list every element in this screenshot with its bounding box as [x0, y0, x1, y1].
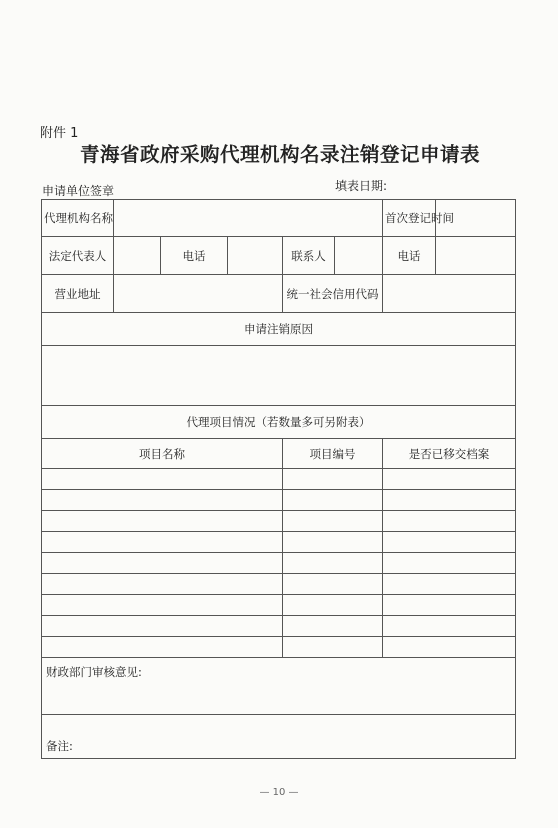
projects-title: 代理项目情况（若数量多可另附表）: [42, 406, 516, 439]
project-no-cell[interactable]: [283, 637, 383, 658]
project-no-cell[interactable]: [283, 511, 383, 532]
project-no-cell[interactable]: [283, 490, 383, 511]
table-row: [42, 511, 516, 532]
table-row: [42, 574, 516, 595]
project-name-cell[interactable]: [42, 490, 283, 511]
legal-rep-label: 法定代表人: [42, 237, 114, 275]
phone2-value[interactable]: [436, 237, 516, 275]
page-number: — 10 —: [259, 787, 299, 798]
archived-cell[interactable]: [383, 490, 516, 511]
phone2-label: 电话: [383, 237, 436, 275]
attachment-label: 附件 1: [40, 126, 79, 141]
table-row: [42, 637, 516, 658]
agency-name-label: 代理机构名称: [42, 200, 114, 237]
col-archived: 是否已移交档案: [383, 439, 516, 469]
project-name-cell[interactable]: [42, 469, 283, 490]
credit-code-label: 统一社会信用代码: [283, 275, 383, 313]
project-no-cell[interactable]: [283, 553, 383, 574]
archived-cell[interactable]: [383, 511, 516, 532]
remarks-label: 备注:: [46, 739, 73, 753]
table-row: [42, 553, 516, 574]
project-name-cell[interactable]: [42, 511, 283, 532]
business-address-label: 营业地址: [42, 275, 114, 313]
table-row: [42, 616, 516, 637]
finance-opinion-field[interactable]: [42, 658, 516, 715]
project-no-cell[interactable]: [283, 469, 383, 490]
table-row: [42, 490, 516, 511]
table-row: [42, 595, 516, 616]
archived-cell[interactable]: [383, 574, 516, 595]
project-name-cell[interactable]: [42, 574, 283, 595]
archived-cell[interactable]: [383, 532, 516, 553]
contact-value[interactable]: [335, 237, 383, 275]
archived-cell[interactable]: [383, 637, 516, 658]
project-name-cell[interactable]: [42, 595, 283, 616]
credit-code-value[interactable]: [383, 275, 516, 313]
finance-opinion-label: 财政部门审核意见:: [46, 665, 142, 679]
archived-cell[interactable]: [383, 616, 516, 637]
project-name-cell[interactable]: [42, 532, 283, 553]
archived-cell[interactable]: [383, 553, 516, 574]
form-title: 青海省政府采购代理机构名录注销登记申请表: [79, 143, 480, 166]
project-no-cell[interactable]: [283, 574, 383, 595]
contact-label: 联系人: [283, 237, 335, 275]
table-row: [42, 532, 516, 553]
agency-name-value[interactable]: [114, 200, 383, 237]
business-address-value[interactable]: [114, 275, 283, 313]
legal-rep-value[interactable]: [114, 237, 161, 275]
project-name-cell[interactable]: [42, 637, 283, 658]
fill-date-label: 填表日期:: [335, 179, 388, 193]
project-no-cell[interactable]: [283, 616, 383, 637]
project-no-cell[interactable]: [283, 595, 383, 616]
phone-value[interactable]: [228, 237, 283, 275]
applicant-seal-label: 申请单位签章: [42, 184, 115, 198]
archived-cell[interactable]: [383, 469, 516, 490]
project-name-cell[interactable]: [42, 616, 283, 637]
application-form: [41, 199, 515, 759]
project-name-cell[interactable]: [42, 553, 283, 574]
cancel-reason-value[interactable]: [42, 346, 516, 406]
table-row: [42, 469, 516, 490]
cancel-reason-label: 申请注销原因: [42, 313, 516, 346]
col-project-name: 项目名称: [42, 439, 283, 469]
first-register-time-label: 首次登记时间: [383, 200, 436, 237]
project-no-cell[interactable]: [283, 532, 383, 553]
remarks-field[interactable]: [42, 715, 516, 759]
col-project-no: 项目编号: [283, 439, 383, 469]
archived-cell[interactable]: [383, 595, 516, 616]
phone-label: 电话: [161, 237, 228, 275]
